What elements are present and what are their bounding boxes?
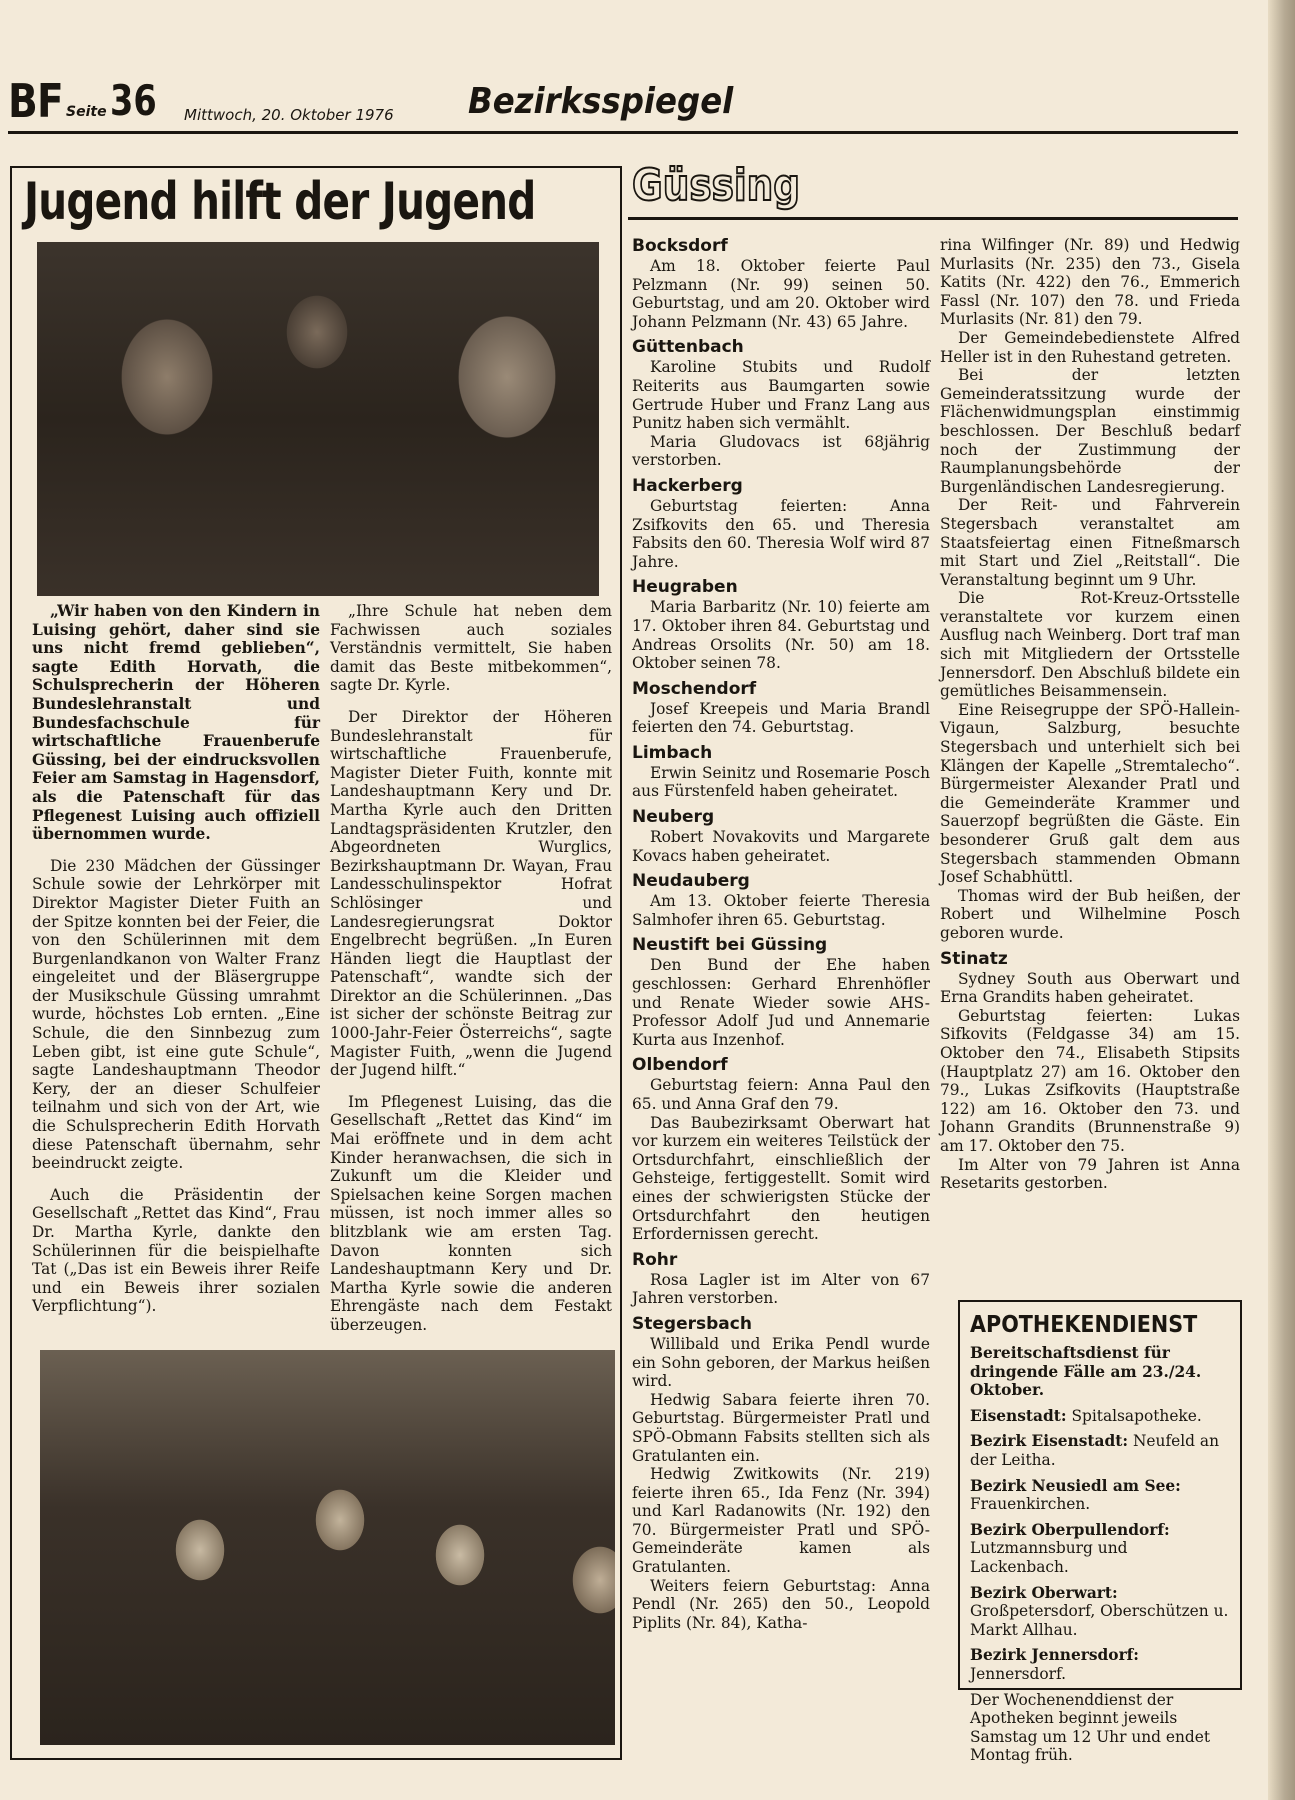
article-paragraph: Im Pflegenest Luising, das die Gesellschaft „Rettet das Kind“ im Mai eröffnete und in dem acht Kinder heranwachsen, die sich in Zukunft um die Kleider und Spielsachen keine Sorgen machen müssen, ist noch immer alles so blitzblank wie am ersten Tag. Davon konnten sich Landeshauptmann Kery und Dr. Martha Kyrle sowie die anderen Ehrengäste nach dem Festakt überzeugen. [330, 1092, 612, 1334]
page-edge-shadow [1268, 0, 1295, 1800]
masthead-date: Mittwoch, 20. Oktober 1976 [184, 106, 394, 124]
news-item: Den Bund der Ehe haben geschlossen: Gerhard Ehrenhöfler und Renate Wieder sowie AHS-Professor Adolf Jud und Annemarie Kurta aus Inzenhof. [632, 956, 930, 1049]
apotheke-entry-label: Bezirk Neusiedl am See: [970, 1476, 1181, 1495]
news-item: Geburtstag feierten: Lukas Sifkovits (Feldgasse 34) am 15. Oktober den 74., Elisabeth Stipsits (Hauptplatz 27) am 16. Oktober den 79., Lukas Zsifkovits (Hauptstraße 122) am 16. Oktober den 73. und Johann Grandits (Brunnenstraße 9) am 17. Oktober den 75. [940, 1006, 1240, 1155]
photo-schoolgirls-choir [40, 1350, 615, 1745]
news-item: Die Rot-Kreuz-Ortsstelle veranstaltete vor kurzem einen Ausflug nach Weinberg. Dort traf man sich mit Mitgliedern der Ortsstelle Jennersdorf. Den Abschluß bildete ein gemütliches Beisammensein. [940, 589, 1240, 701]
place-heading: Rohr [632, 1249, 678, 1270]
place-heading: Olbendorf [632, 1055, 728, 1076]
news-item: Bei der letzten Gemeinderatssitzung wurde der Flächenwidmungsplan einstimmig beschlossen. Der Beschluß bedarf noch der Zustimmung der Raumplanungsbehörde der Burgenländischen Landesregierung. [940, 366, 1240, 496]
guessing-column-1 [632, 236, 930, 1632]
news-item: Hedwig Zwitkowits (Nr. 219) feierte ihren 65., Ida Fenz (Nr. 394) und Karl Radanowits (Nr. 192) den 70. Bürgermeister Pratl und SPÖ-Gemeinderäte kamen als Gratulanten. [632, 1465, 930, 1577]
news-item: Robert Novakovits und Margarete Kovacs haben geheiratet. [632, 828, 930, 865]
article-column-2 [330, 602, 612, 1335]
photo-ceremony-guests [37, 242, 599, 596]
news-item: Maria Barbaritz (Nr. 10) feierte am 17. Oktober ihren 84. Geburtstag und Andreas Orsolits (Nr. 50) am 18. Oktober seinen 78. [632, 598, 930, 673]
section-title-guessing: Güssing [632, 160, 801, 211]
article-paragraph: „Ihre Schule hat neben dem Fachwissen auch soziales Verständnis vermittelt, Sie haben damit das Beste mitbekommen“, sagte Dr. Kyrle. [330, 602, 612, 695]
apotheke-entry-label: Bezirk Oberpullendorf: [970, 1520, 1170, 1539]
news-item: Josef Kreepeis und Maria Brandl feierten den 74. Geburtstag. [632, 699, 930, 737]
news-item: Rosa Lagler ist im Alter von 67 Jahren verstorben. [632, 1270, 930, 1308]
article-lead-paragraph: „Wir haben von den Kindern in Luising gehört, daher sind sie uns nicht fremd geblieben“, sagte Edith Horvath, die Schulsprecherin der Höheren Bundeslehranstalt und Bundesfachschule für wirtschaftliche Frauenberufe Güssing, bei der eindrucksvollen Feier am Samstag in Hagensdorf, als die Patenschaft für das Pflegenest Luising auch offiziell übernommen wurde. [32, 602, 320, 844]
apotheke-entry-label: Eisenstadt: [970, 1406, 1067, 1425]
news-item: Im Alter von 79 Jahren ist Anna Resetarits gestorben. [940, 1155, 1240, 1193]
place-heading: Stinatz [940, 948, 1008, 969]
article-headline: Jugend hilft der Jugend [24, 172, 536, 232]
news-item: Der Reit- und Fahrverein Stegersbach veranstaltet am Staatsfeiertag einen Fitneßmarsch mit Start und Ziel „Reitstall“. Die Veranstaltung beginnt um 9 Uhr. [940, 496, 1240, 589]
place-heading: Limbach [632, 742, 713, 763]
news-item: rina Wilfinger (Nr. 89) und Hedwig Murlasits (Nr. 235) den 73., Gisela Katits (Nr. 422) den 76., Emmerich Fassl (Nr. 107) den 78. und Frieda Murlasits (Nr. 81) den 79. [940, 236, 1240, 329]
news-item: Eine Reisegruppe der SPÖ-Hallein-Vigaun, Salzburg, besuchte Stegersbach und unterhielt sich bei Klängen der Kapelle „Stremtalecho“. Bürgermeister Alexander Pratl und die Gemeinderäte Krammer und Sauerzopf begrüßten die Gäste. Ein besonderer Gruß galt dem aus Stegersbach stammenden Obmann Josef Schabhüttl. [940, 700, 1240, 887]
apotheke-entry [970, 1407, 1230, 1426]
place-heading: Neustift bei Güssing [632, 935, 828, 956]
apotheke-entry-text: Spitalsapotheke. [1071, 1406, 1202, 1425]
apotheke-entry-label: Bezirk Oberwart: [970, 1583, 1118, 1602]
place-heading: Heugraben [632, 577, 738, 598]
article-paragraph: Auch die Präsidentin der Gesellschaft „Rettet das Kind“, Frau Dr. Martha Kyrle, dankte den Schülerinnen für die beispielhafte Tat („Das ist ein Beweis ihrer Reife und ein Beweis ihrer sozialen Verpflichtung“). [32, 1185, 320, 1316]
place-heading: Neudauberg [632, 871, 750, 892]
news-item: Maria Gludovacs ist 68jährig verstorben. [632, 432, 930, 470]
place-heading: Moschendorf [632, 678, 757, 699]
place-heading: Hackerberg [632, 475, 743, 496]
news-item: Geburtstag feiern: Anna Paul den 65. und Anna Graf den 79. [632, 1076, 930, 1113]
apotheke-box [958, 1300, 1242, 1765]
masthead-page-number: 36 [110, 76, 157, 125]
apotheke-entry [970, 1521, 1230, 1577]
news-item: Willibald und Erika Pendl wurde ein Sohn geboren, der Markus heißen wird. [632, 1334, 930, 1391]
place-heading: Güttenbach [632, 337, 744, 358]
masthead-section-title: Bezirksspiegel [468, 81, 734, 122]
news-item: Der Gemeindebedienstete Alfred Heller ist in den Ruhestand getreten. [940, 328, 1240, 366]
apotheke-entry [970, 1584, 1230, 1640]
masthead-logo: BF [8, 74, 63, 128]
guessing-column-2 [940, 236, 1240, 1193]
apotheke-footer: Der Wochenenddienst der Apotheken beginnt jeweils Samstag um 12 Uhr und endet Montag früh. [970, 1690, 1211, 1765]
apotheke-entry [970, 1646, 1230, 1683]
news-item: Sydney South aus Oberwart und Erna Grandits haben geheiratet. [940, 969, 1240, 1007]
section-rule [628, 217, 1238, 220]
news-item: Hedwig Sabara feierte ihren 70. Geburtstag. Bürgermeister Pratl und SPÖ-Obmann Fabsits stellten sich als Gratulanten ein. [632, 1390, 930, 1465]
place-heading: Stegersbach [632, 1313, 752, 1334]
news-item: Das Baubezirksamt Oberwart hat vor kurzem ein weiteres Teilstück der Ortsdurchfahrt, einschließlich der Gehsteige, fertiggestellt. Somit wird eines der schwierigsten Stücke der Ortsdurchfahrt den heutigen Erfordernissen gerecht. [632, 1113, 930, 1244]
article-column-1 [32, 602, 320, 1316]
news-item: Am 13. Oktober feierte Theresia Salmhofer ihren 65. Geburtstag. [632, 892, 930, 929]
article-paragraph: Die 230 Mädchen der Güssinger Schule sowie der Lehrkörper mit Direktor Magister Dieter Fuith an der Spitze konnten bei der Feier, die von den Schülerinnen mit dem Burgenlandkanon von Walter Franz eingeleitet und der Bläsergruppe der Musikschule Güssing umrahmt wurde, höchstes Lob ernten. „Eine Schule, die den Sinnbezug zum Leben gibt, ist eine gute Schule“, sagte Landeshauptmann Theodor Kery, der an dieser Schulfeier teilnahm und sich von der Art, wie die Schulsprecherin Edith Horvath diese Patenschaft übernahm, sehr beeindruckt zeigte. [32, 856, 320, 1173]
apotheke-entry-text: Lutzmannsburg und Lackenbach. [970, 1539, 1128, 1576]
apotheke-entry-text: Jennersdorf. [970, 1664, 1066, 1683]
apotheke-title: APOTHEKENDIENST [970, 1312, 1198, 1338]
masthead-seite-label: Seite [66, 104, 107, 120]
apotheke-list [970, 1344, 1230, 1765]
apotheke-entry-label: Bezirk Jennersdorf: [970, 1646, 1139, 1665]
apotheke-entry [970, 1477, 1230, 1514]
news-item: Am 18. Oktober feierte Paul Pelzmann (Nr. 99) seinen 50. Geburtstag, und am 20. Oktober wird Johann Pelzmann (Nr. 43) 65 Jahre. [632, 257, 930, 331]
place-heading: Neuberg [632, 807, 715, 828]
news-item: Erwin Seinitz und Rosemarie Posch aus Fürstenfeld haben geheiratet. [632, 763, 930, 801]
news-item: Karoline Stubits und Rudolf Reiterits aus Baumgarten sowie Gertrude Huber und Franz Lang aus Punitz haben sich vermählt. [632, 358, 930, 433]
apotheke-entry-text: Neufeld an der Leitha. [970, 1432, 1219, 1469]
place-heading: Bocksdorf [632, 236, 728, 256]
apotheke-entry-text: Frauenkirchen. [970, 1495, 1091, 1514]
apotheke-entry-label: Bezirk Eisenstadt: [970, 1432, 1129, 1451]
article-paragraph: Der Direktor der Höheren Bundeslehranstalt für wirtschaftliche Frauenberufe, Magister Dieter Fuith, konnte mit Landeshauptmann Kery und Dr. Martha Kyrle auch den Dritten Landtagspräsidenten Krutzler, den Abgeordneten Wurglics, Bezirkshauptmann Dr. Wayan, Frau Landesschulinspektor Hofrat Schlösinger und Landesregierungsrat Doktor Engelbrecht begrüßen. „In Euren Händen liegt die Hauptlast der Patenschaft“, wandte sich der Direktor an die Schülerinnen. „Das ist sicher der schönste Beitrag zur 1000-Jahr-Feier Österreichs“, sagte Magister Fuith, „wenn die Jugend der Jugend hilft.“ [330, 707, 612, 1080]
news-item: Geburtstag feierten: Anna Zsifkovits den 65. und Theresia Fabsits den 60. Theresia Wolf wird 87 Jahre. [632, 496, 930, 571]
apotheke-entry-text: Großpetersdorf, Oberschützen u. Markt Allhau. [970, 1602, 1229, 1639]
apotheke-entry [970, 1432, 1230, 1469]
news-item: Weiters feiern Geburtstag: Anna Pendl (Nr. 265) den 50., Leopold Piplits (Nr. 84), Katha- [632, 1576, 930, 1632]
news-item: Thomas wird der Bub heißen, der Robert und Wilhelmine Posch geboren wurde. [940, 886, 1240, 942]
apotheke-intro: Bereitschaftsdienst für dringende Fälle am 23./24. Oktober. [970, 1344, 1202, 1400]
masthead-rule [8, 131, 1238, 134]
